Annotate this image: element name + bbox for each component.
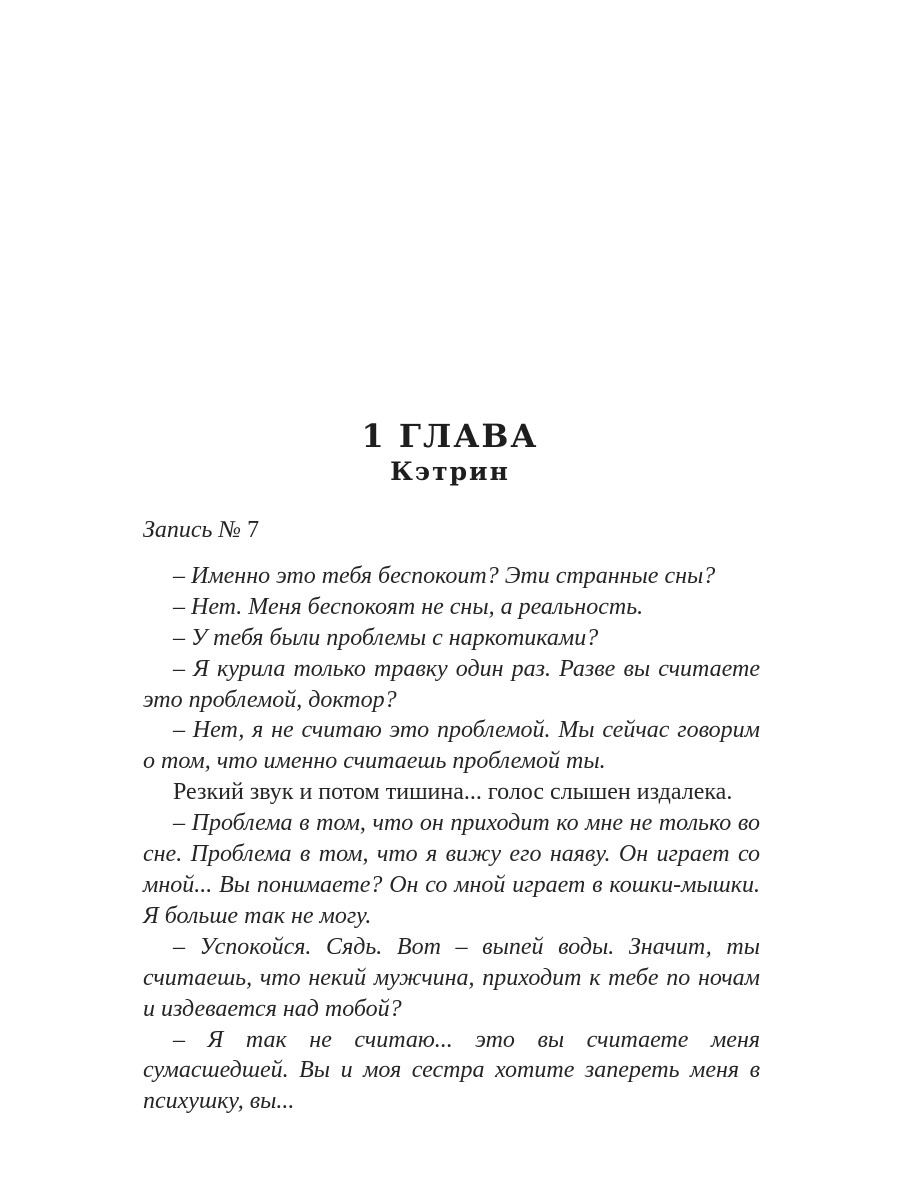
record-heading — [143, 515, 760, 546]
dialogue-line: – У тебя были проблемы с наркотиками? — [173, 624, 599, 651]
dialogue-line: – Я курила только травку один раз. Разве вы считаете это проблемой, доктор? — [143, 655, 760, 713]
record-label: Запись № — [143, 517, 242, 543]
dialogue-line: – Проблема в том, что он приходит ко мне не только во сне. Проблема в том, что я вижу его наяву. Он играет со мной... Вы понимаете? Он со мной играет в кошки-мышки. Я больше так не могу. — [143, 810, 760, 929]
record-number: 7 — [247, 517, 260, 543]
chapter-subtitle: Кэтрин — [390, 457, 510, 486]
chapter-title: 1 ГЛАВА — [361, 417, 539, 455]
narration-line: Резкий звук и потом тишина... голос слышен издалека. — [173, 779, 733, 806]
dialogue-line: – Успокойся. Сядь. Вот – выпей воды. Значит, ты считаешь, что некий мужчина, приходит к тебе по ночам и издевается над тобой? — [143, 933, 760, 1022]
chapter-body — [143, 515, 760, 1117]
dialogue-line: – Именно это тебя беспокоит? Эти странные сны? — [173, 562, 716, 589]
dialogue-line: – Нет. Меня беспокоят не сны, а реальность. — [173, 593, 644, 620]
dialogue-line: – Я так не считаю... это вы считаете меня сумасшедшей. Вы и моя сестра хотите запереть меня в психушку, вы... — [143, 1026, 760, 1115]
dialogue-line: – Нет, я не считаю это проблемой. Мы сейчас говорим о том, что именно считаешь проблемой ты. — [143, 717, 760, 775]
